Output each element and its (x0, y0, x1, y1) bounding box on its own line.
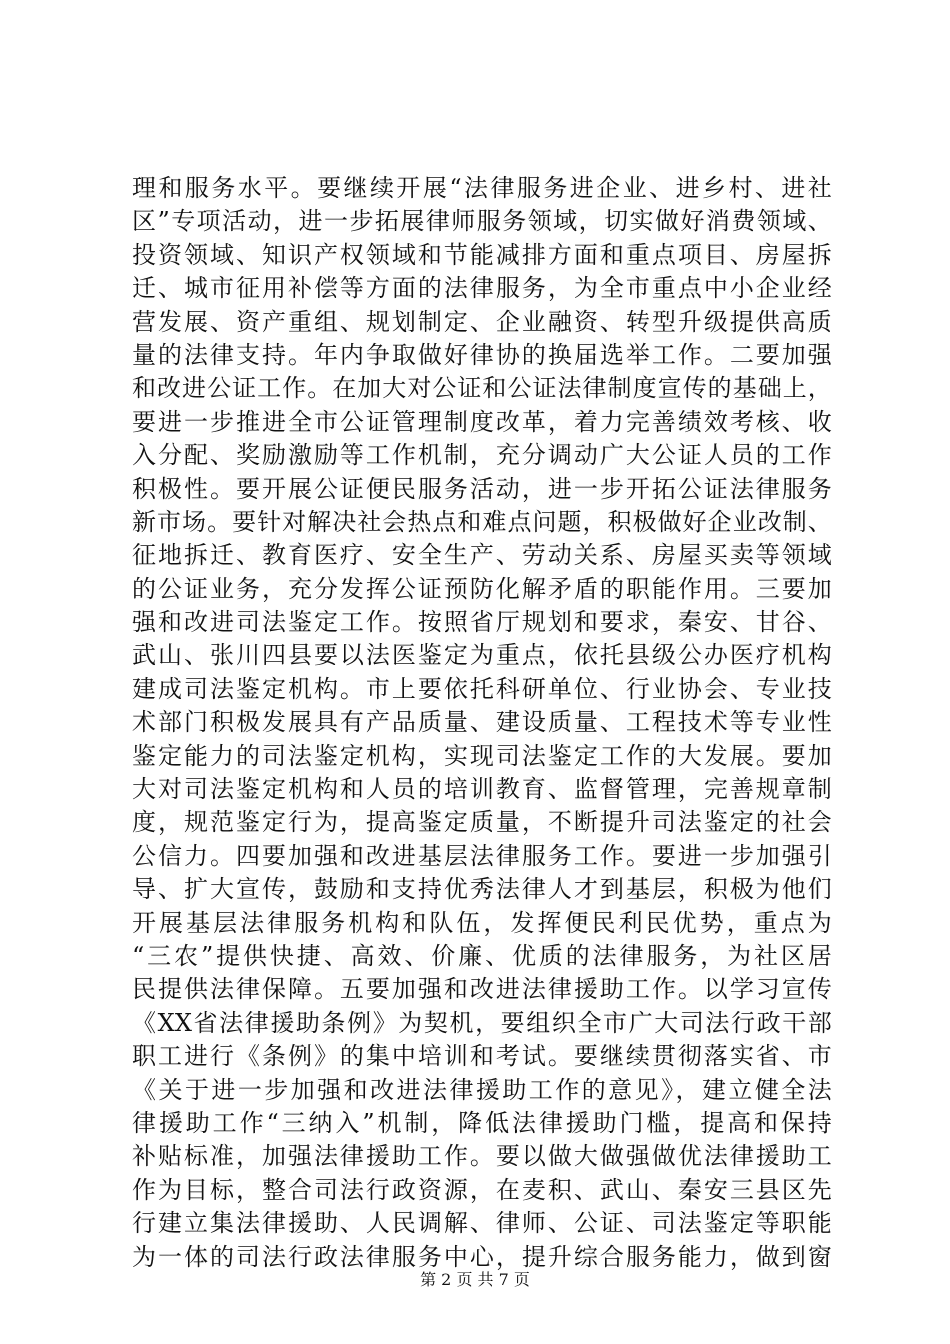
text-line: 的公证业务，充分发挥公证预防化解矛盾的职能作用。三要加 (132, 574, 832, 603)
text-line: 开展基层法律服务机构和队伍，发挥便民利民优势，重点为 (132, 908, 832, 937)
text-line: 积极性。要开展公证便民服务活动，进一步开拓公证法律服务 (132, 474, 832, 503)
text-line: 入分配、奖励激励等工作机制，充分调动广大公证人员的工作 (132, 441, 832, 470)
text-line: 术部门积极发展具有产品质量、建设质量、工程技术等专业性 (132, 708, 832, 737)
text-line: 《XX省法律援助条例》为契机，要组织全市广大司法行政干部 (132, 1008, 832, 1037)
text-line: 建成司法鉴定机构。市上要依托科研单位、行业协会、专业技 (132, 674, 832, 703)
text-line: 和改进公证工作。在加大对公证和公证法律制度宣传的基础上， (132, 374, 832, 403)
text-line: 理和服务水平。要继续开展“法律服务进企业、进乡村、进社 (132, 174, 832, 202)
text-line: 鉴定能力的司法鉴定机构，实现司法鉴定工作的大发展。要加 (132, 741, 832, 770)
page-footer: 第 2 页 共 7 页 (420, 1270, 530, 1289)
text-line: 《关于进一步加强和改进法律援助工作的意见》，建立健全法 (132, 1075, 832, 1104)
text-line: 营发展、资产重组、规划制定、企业融资、转型升级提供高质 (132, 307, 832, 336)
text-line: 为一体的司法行政法律服务中心，提升综合服务能力，做到窗 (132, 1242, 832, 1271)
text-line: 投资领域、知识产权领域和节能减排方面和重点项目、房屋拆 (132, 240, 832, 269)
text-line: 律援助工作“三纳入”机制，降低法律援助门槛，提高和保持 (132, 1108, 832, 1137)
text-line: 作为目标，整合司法行政资源，在麦积、武山、秦安三县区先 (132, 1175, 832, 1204)
text-line: 征地拆迁、教育医疗、安全生产、劳动关系、房屋买卖等领域 (132, 541, 832, 570)
text-line: 要进一步推进全市公证管理制度改革，着力完善绩效考核、收 (132, 407, 832, 436)
text-line: 大对司法鉴定机构和人员的培训教育、监督管理，完善规章制 (132, 775, 832, 804)
text-line: 迁、城市征用补偿等方面的法律服务，为全市重点中小企业经 (132, 274, 832, 303)
text-line: 量的法律支持。年内争取做好律协的换届选举工作。二要加强 (132, 340, 832, 369)
text-line: 职工进行《条例》的集中培训和考试。要继续贯彻落实省、市 (132, 1042, 832, 1071)
text-line: 民提供法律保障。五要加强和改进法律援助工作。以学习宣传 (132, 975, 832, 1004)
text-line: 公信力。四要加强和改进基层法律服务工作。要进一步加强引 (132, 841, 832, 870)
text-line: 强和改进司法鉴定工作。按照省厅规划和要求，秦安、甘谷、 (132, 608, 832, 637)
text-line: “三农”提供快捷、高效、价廉、优质的法律服务，为社区居 (132, 941, 832, 970)
text-line: 补贴标准，加强法律援助工作。要以做大做强做优法律援助工 (132, 1142, 832, 1171)
text-line: 区”专项活动，进一步拓展律师服务领域，切实做好消费领域、 (132, 207, 832, 236)
text-line: 行建立集法律援助、人民调解、律师、公证、司法鉴定等职能 (132, 1209, 832, 1238)
text-line: 武山、张川四县要以法医鉴定为重点，依托县级公办医疗机构 (132, 641, 832, 670)
body-text (132, 172, 832, 1274)
text-line: 导、扩大宣传，鼓励和支持优秀法律人才到基层，积极为他们 (132, 875, 832, 904)
text-line: 度，规范鉴定行为，提高鉴定质量，不断提升司法鉴定的社会 (132, 808, 832, 837)
text-line: 新市场。要针对解决社会热点和难点问题，积极做好企业改制、 (132, 507, 832, 536)
